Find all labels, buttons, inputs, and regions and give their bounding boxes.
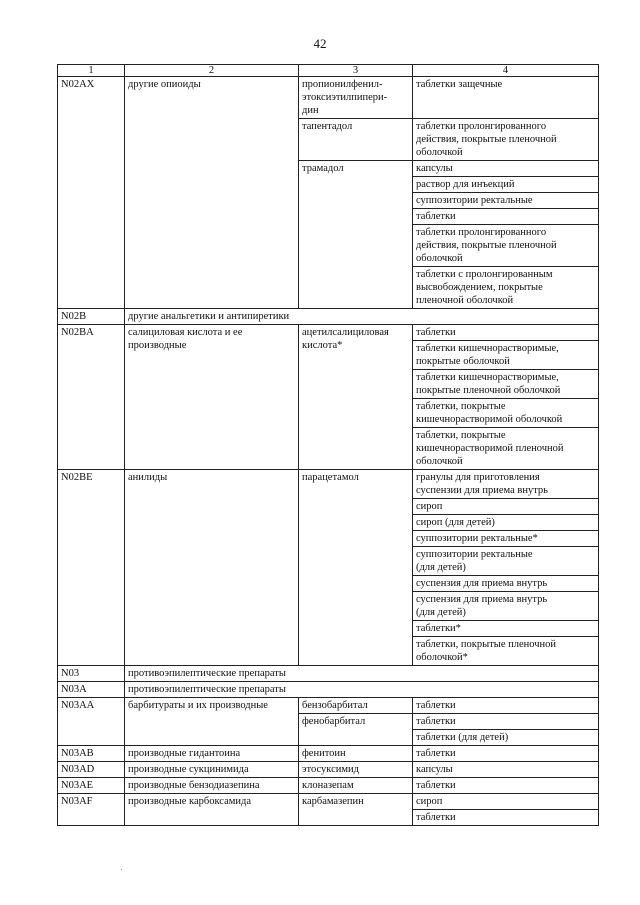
page-number: 42 [313, 36, 327, 51]
column-header: 3 [299, 65, 413, 77]
dosage-form-cell: суспензия для приема внутрь [413, 576, 599, 592]
drug-name-cell: фенобарбитал [299, 714, 413, 746]
dosage-form-cell: таблетки с пролонгированным высвобождением, покрытые пленочной оболочкой [413, 267, 599, 309]
dosage-form-cell: таблетки пролонгированного действия, покрытые пленочной оболочкой [413, 119, 599, 161]
drug-name-cell: бензобарбитал [299, 698, 413, 714]
table-row [58, 698, 599, 714]
drug-name-cell: трамадол [299, 161, 413, 309]
table-body [58, 77, 599, 826]
table-row [58, 77, 599, 119]
group-name-cell: противоэпилептические препараты [125, 666, 599, 682]
atc-code-cell: N02B [58, 309, 125, 325]
dosage-form-cell: таблетки [413, 778, 599, 794]
atc-code-cell: N03A [58, 682, 125, 698]
dosage-form-cell: таблетки [413, 325, 599, 341]
dosage-form-cell: таблетки [413, 714, 599, 730]
table-row [58, 762, 599, 778]
drug-name-cell: тапентадол [299, 119, 413, 161]
atc-code-cell: N02AX [58, 77, 125, 309]
group-name-cell: другие анальгетики и антипиретики [125, 309, 599, 325]
group-name-cell: производные карбоксамида [125, 794, 299, 826]
drug-name-cell: фенитоин [299, 746, 413, 762]
group-name-cell: анилиды [125, 470, 299, 666]
dosage-form-cell: таблетки кишечнорастворимые, покрытые пленочной оболочкой [413, 370, 599, 399]
atc-code-cell: N02BE [58, 470, 125, 666]
atc-code-cell: N03AD [58, 762, 125, 778]
medication-table [57, 64, 599, 826]
table-row [58, 682, 599, 698]
header-row [58, 65, 599, 77]
dosage-form-cell: таблетки кишечнорастворимые, покрытые оболочкой [413, 341, 599, 370]
drug-name-cell: этосуксимид [299, 762, 413, 778]
drug-name-cell: ацетилсалициловая кислота* [299, 325, 413, 470]
dosage-form-cell: таблетки защечные [413, 77, 599, 119]
drug-name-cell: карбамазепин [299, 794, 413, 826]
atc-code-cell: N03AB [58, 746, 125, 762]
drug-name-cell: парацетамол [299, 470, 413, 666]
dosage-form-cell: раствор для инъекций [413, 177, 599, 193]
group-name-cell: производные сукцинимида [125, 762, 299, 778]
atc-code-cell: N03AF [58, 794, 125, 826]
group-name-cell: производные гидантоина [125, 746, 299, 762]
dosage-form-cell: таблетки [413, 810, 599, 826]
dosage-form-cell: таблетки* [413, 621, 599, 637]
dosage-form-cell: таблетки [413, 746, 599, 762]
table-row [58, 325, 599, 341]
dosage-form-cell: суппозитории ректальные* [413, 531, 599, 547]
atc-code-cell: N03 [58, 666, 125, 682]
column-header: 1 [58, 65, 125, 77]
atc-code-cell: N03AA [58, 698, 125, 746]
table-row [58, 470, 599, 499]
dosage-form-cell: таблетки, покрытые кишечнорастворимой пленочной оболочкой [413, 428, 599, 470]
table-row [58, 309, 599, 325]
atc-code-cell: N03AE [58, 778, 125, 794]
dosage-form-cell: суппозитории ректальные (для детей) [413, 547, 599, 576]
dosage-form-cell: сироп [413, 499, 599, 515]
dosage-form-cell: капсулы [413, 762, 599, 778]
dosage-form-cell: таблетки, покрытые пленочной оболочкой* [413, 637, 599, 666]
table-row [58, 794, 599, 810]
atc-code-cell: N02BA [58, 325, 125, 470]
dosage-form-cell: гранулы для приготовления суспензии для приема внутрь [413, 470, 599, 499]
dosage-form-cell: суспензия для приема внутрь (для детей) [413, 592, 599, 621]
table-row [58, 666, 599, 682]
group-name-cell: производные бензодиазепина [125, 778, 299, 794]
dosage-form-cell: суппозитории ректальные [413, 193, 599, 209]
column-header: 2 [125, 65, 299, 77]
drug-name-cell: клоназепам [299, 778, 413, 794]
group-name-cell: другие опиоиды [125, 77, 299, 309]
table-row [58, 746, 599, 762]
dosage-form-cell: таблетки пролонгированного действия, покрытые пленочной оболочкой [413, 225, 599, 267]
dosage-form-cell: таблетки [413, 698, 599, 714]
drug-name-cell: пропионилфенил- этоксиэтилпипери- дин [299, 77, 413, 119]
table-row [58, 778, 599, 794]
group-name-cell: барбитураты и их производные [125, 698, 299, 746]
group-name-cell: салициловая кислота и ее производные [125, 325, 299, 470]
dosage-form-cell: таблетки [413, 209, 599, 225]
group-name-cell: противоэпилептические препараты [125, 682, 599, 698]
dosage-form-cell: капсулы [413, 161, 599, 177]
dosage-form-cell: таблетки, покрытые кишечнорастворимой оболочкой [413, 399, 599, 428]
dosage-form-cell: сироп (для детей) [413, 515, 599, 531]
dosage-form-cell: сироп [413, 794, 599, 810]
scan-mark [121, 869, 122, 870]
dosage-form-cell: таблетки (для детей) [413, 730, 599, 746]
column-header: 4 [413, 65, 599, 77]
